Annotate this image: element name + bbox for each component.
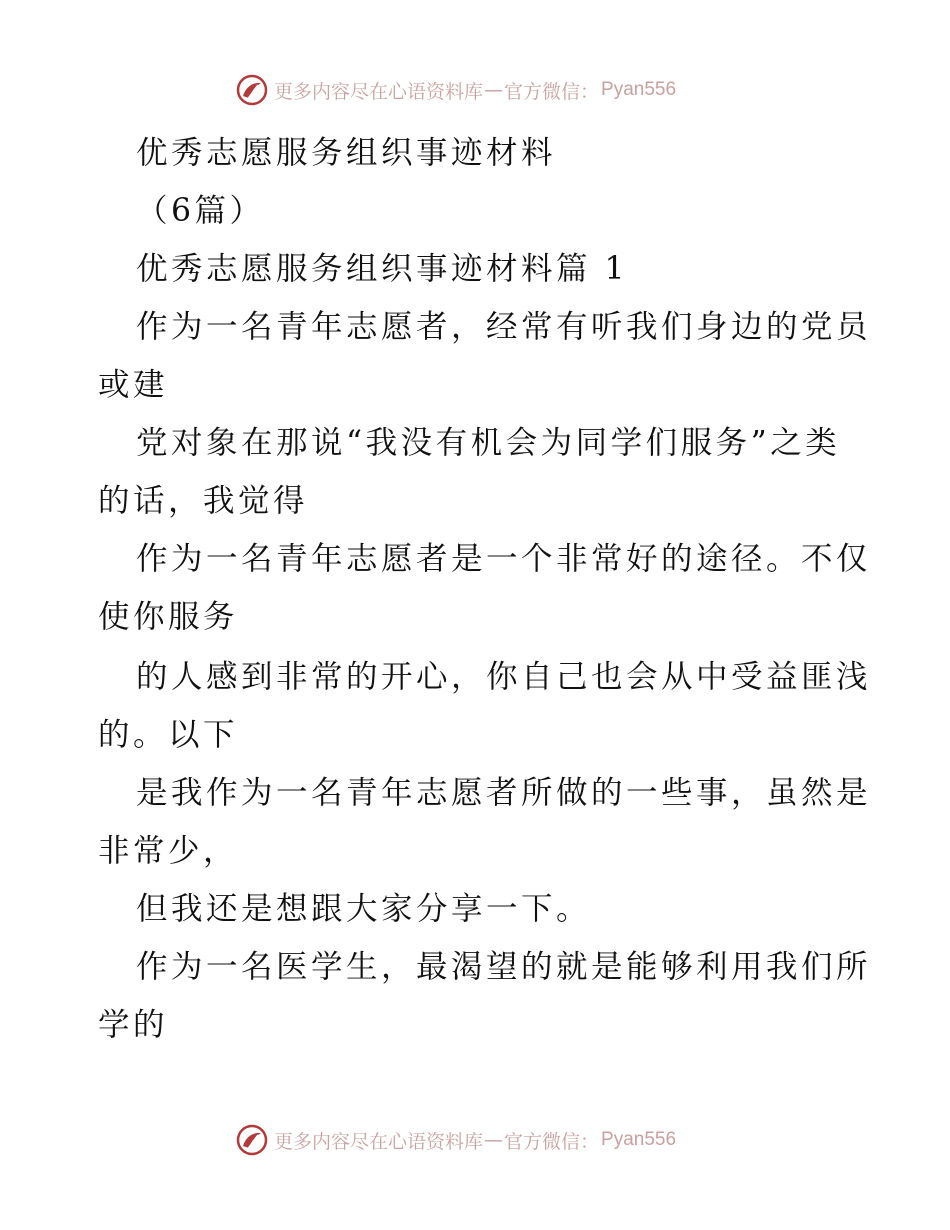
- logo-icon: [236, 74, 268, 106]
- paragraph-line: 的话，我觉得: [98, 483, 309, 519]
- footer-site-text: 更多内容尽在心语资料库: [274, 1130, 484, 1153]
- doc-subtitle: （6篇）: [136, 193, 265, 229]
- header-banner: [236, 73, 676, 107]
- paragraph-line: 作为一名医学生，最渴望的就是能够利用我们所: [136, 949, 872, 985]
- paragraph-line: 的人感到非常的开心，你自己也会从中受益匪浅: [136, 659, 872, 695]
- footer-dash: —: [484, 1129, 504, 1151]
- paragraph-line: 但我还是想跟大家分享一下。: [136, 891, 592, 927]
- logo-icon: [236, 1124, 268, 1156]
- header-wechat-label: 官方微信：: [504, 80, 600, 103]
- paragraph-line: 学的: [98, 1007, 169, 1043]
- footer-wechat-id: Pyan556: [601, 1129, 677, 1150]
- footer-wechat-label: 官方微信：: [504, 1130, 600, 1153]
- header-site-text: 更多内容尽在心语资料库: [274, 80, 484, 103]
- paragraph-line: 使你服务: [98, 599, 239, 635]
- paragraph-line: 非常少，: [98, 833, 239, 869]
- paragraph-line: 或建: [98, 367, 169, 403]
- paragraph-line: 是我作为一名青年志愿者所做的一些事，虽然是: [136, 775, 872, 811]
- paragraph-line: 的。以下: [98, 717, 239, 753]
- header-dash: —: [484, 79, 504, 101]
- paragraph-line: 作为一名青年志愿者是一个非常好的途径。不仅: [136, 541, 872, 577]
- paragraph-line: 党对象在那说“我没有机会为同学们服务”之类: [136, 425, 841, 461]
- footer-banner: [236, 1123, 676, 1157]
- section-heading: 优秀志愿服务组织事迹材料篇 1: [136, 251, 629, 287]
- doc-title: 优秀志愿服务组织事迹材料: [136, 135, 557, 171]
- paragraph-line: 作为一名青年志愿者，经常有听我们身边的党员: [136, 309, 872, 345]
- header-wechat-id: Pyan556: [601, 79, 677, 100]
